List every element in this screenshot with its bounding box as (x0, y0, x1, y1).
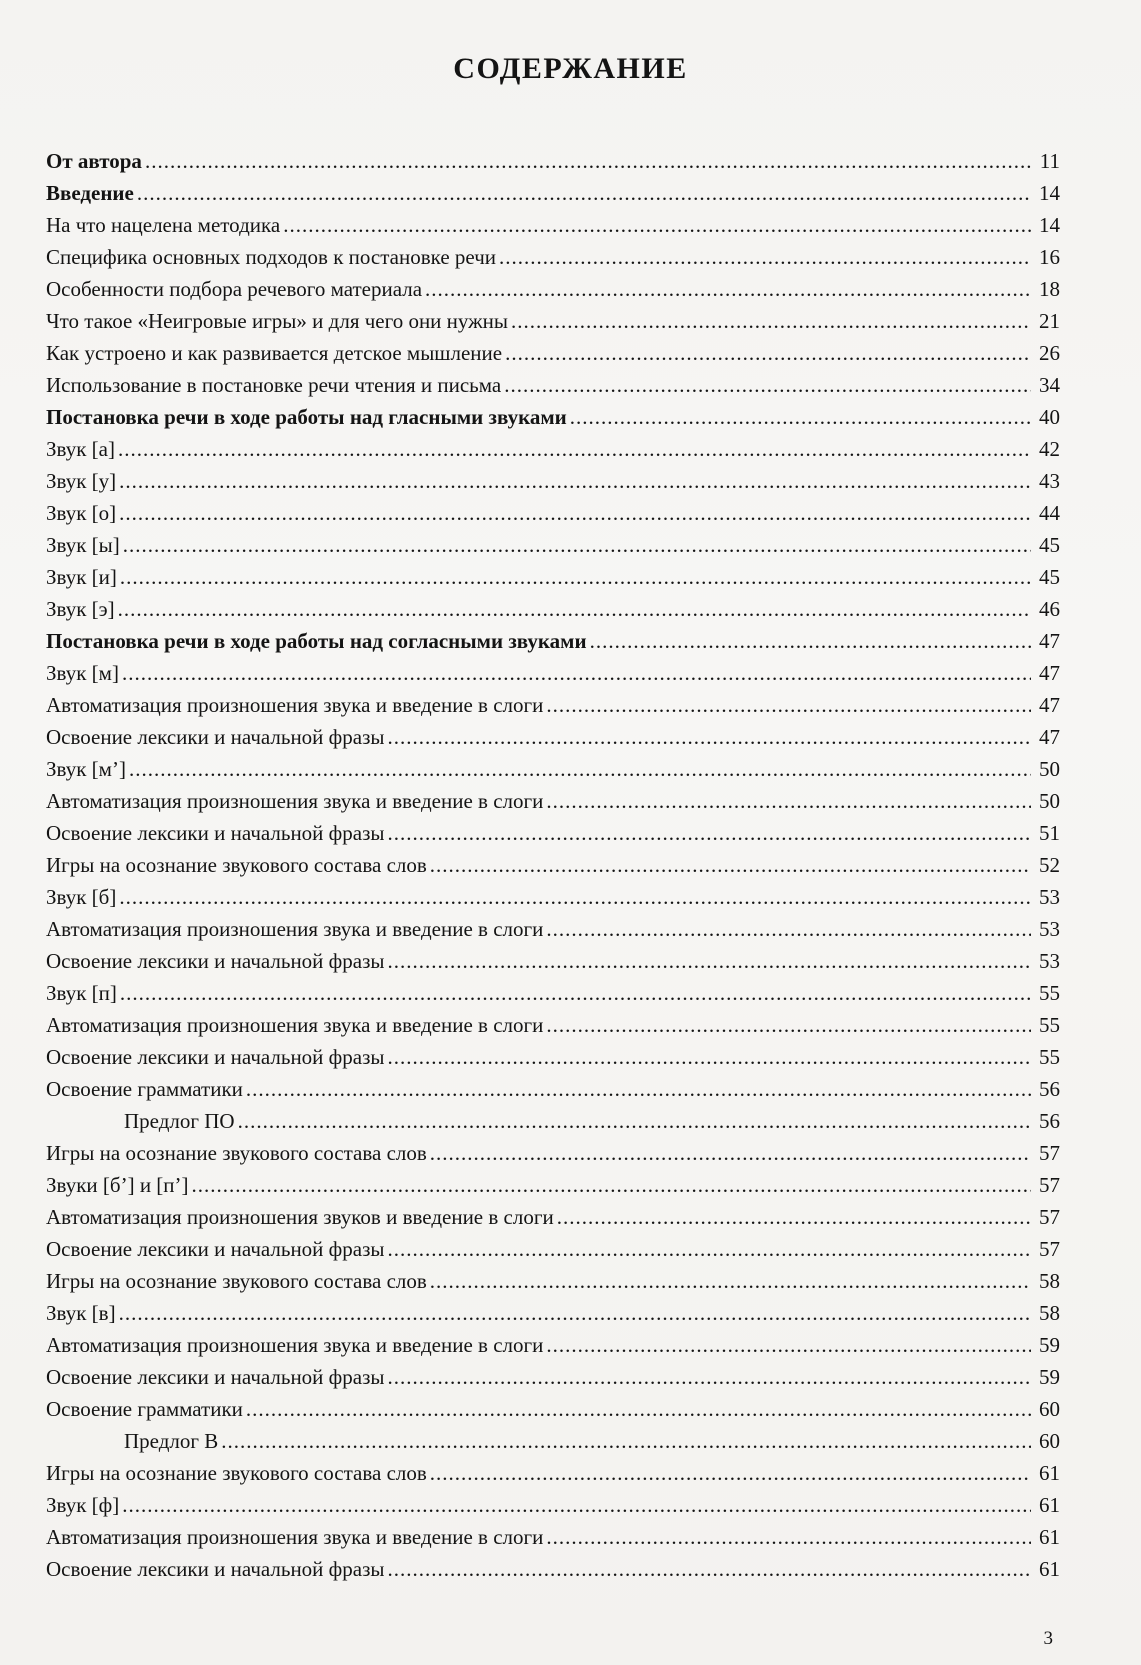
toc-entry-label: Звук [и] (46, 565, 117, 589)
toc-dot-leader (388, 945, 1031, 977)
toc-entry (46, 529, 1060, 561)
toc-entry-label: Звук [ф] (46, 1493, 120, 1517)
toc-entry-page: 50 (1039, 789, 1060, 813)
toc-entry-page: 53 (1039, 949, 1060, 973)
toc-entry-page: 16 (1039, 245, 1060, 269)
toc-dot-leader (122, 1489, 1031, 1521)
toc-dot-leader (119, 1297, 1031, 1329)
toc-entry-label: Что такое «Неигровые игры» и для чего они нужны (46, 309, 508, 333)
toc-entry-page: 61 (1039, 1461, 1060, 1485)
toc-entry-page: 58 (1039, 1269, 1060, 1293)
toc-entry (46, 145, 1060, 177)
toc-entry (46, 433, 1060, 465)
toc-entry-label: Автоматизация произношения звука и введение в слоги (46, 1525, 544, 1549)
toc-entry-label: Освоение лексики и начальной фразы (46, 821, 385, 845)
toc-entry-label: Освоение лексики и начальной фразы (46, 1365, 385, 1389)
toc-entry-page: 57 (1039, 1237, 1060, 1261)
toc-entry (46, 785, 1060, 817)
toc-entry-label: Звук [о] (46, 501, 117, 525)
toc-entry-page: 47 (1039, 661, 1060, 685)
toc-entry-page: 58 (1039, 1301, 1060, 1325)
toc-dot-leader (122, 657, 1031, 689)
toc-entry-page: 43 (1039, 469, 1060, 493)
toc-entry (46, 337, 1060, 369)
toc-dot-leader (546, 689, 1031, 721)
toc-entry-page: 47 (1039, 693, 1060, 717)
toc-entry-page: 45 (1039, 565, 1060, 589)
toc-entry-label: От автора (46, 149, 142, 173)
toc-dot-leader (118, 433, 1031, 465)
toc-entry-page: 57 (1039, 1141, 1060, 1165)
toc-dot-leader (557, 1201, 1031, 1233)
toc-entry-label: Звук [м’] (46, 757, 126, 781)
toc-entry (46, 1105, 1060, 1137)
toc-entry (46, 497, 1060, 529)
toc-entry-label: Предлог ПО (124, 1109, 235, 1133)
toc-entry (46, 849, 1060, 881)
toc-entry-page: 14 (1039, 181, 1060, 205)
toc-dot-leader (590, 625, 1031, 657)
toc-entry-page: 21 (1039, 309, 1060, 333)
toc-entry-label: Автоматизация произношения звука и введение в слоги (46, 1333, 544, 1357)
toc-entry (46, 209, 1060, 241)
toc-entry (46, 657, 1060, 689)
toc-entry-label: Освоение лексики и начальной фразы (46, 1557, 385, 1581)
page-number: 3 (1043, 1628, 1053, 1649)
toc-entry (46, 1233, 1060, 1265)
toc-entry-label: Автоматизация произношения звука и введение в слоги (46, 789, 544, 813)
toc-entry-page: 60 (1039, 1429, 1060, 1453)
toc-dot-leader (129, 753, 1031, 785)
toc-dot-leader (246, 1073, 1031, 1105)
page-title: СОДЕРЖАНИЕ (453, 52, 688, 85)
toc-entry (46, 1393, 1060, 1425)
toc-entry-label: Звук [м] (46, 661, 119, 685)
toc-entry (46, 881, 1060, 913)
toc-entry (46, 177, 1060, 209)
table-of-contents (46, 145, 1060, 1585)
toc-entry-page: 50 (1039, 757, 1060, 781)
toc-dot-leader (246, 1393, 1031, 1425)
toc-entry-label: На что нацелена методика (46, 213, 281, 237)
toc-entry-label: Игры на осознание звукового состава слов (46, 1269, 427, 1293)
toc-entry (46, 305, 1060, 337)
toc-dot-leader (388, 1553, 1031, 1585)
toc-dot-leader (283, 209, 1031, 241)
toc-dot-leader (145, 145, 1031, 177)
toc-entry-page: 11 (1039, 149, 1060, 173)
toc-dot-leader (430, 1265, 1031, 1297)
toc-entry-label: Освоение лексики и начальной фразы (46, 1045, 385, 1069)
toc-entry (46, 1297, 1060, 1329)
toc-entry-page: 40 (1039, 405, 1060, 429)
toc-dot-leader (430, 1457, 1031, 1489)
toc-entry-label: Звук [ы] (46, 533, 120, 557)
toc-entry-page: 61 (1039, 1525, 1060, 1549)
toc-entry (46, 1073, 1060, 1105)
toc-entry-label: Введение (46, 181, 134, 205)
toc-dot-leader (120, 977, 1031, 1009)
toc-dot-leader (546, 1009, 1031, 1041)
toc-dot-leader (425, 273, 1031, 305)
toc-entry-page: 56 (1039, 1109, 1060, 1133)
toc-entry-page: 60 (1039, 1397, 1060, 1421)
toc-entry-page: 47 (1039, 629, 1060, 653)
toc-entry (46, 1425, 1060, 1457)
toc-entry (46, 1009, 1060, 1041)
toc-entry-page: 55 (1039, 1013, 1060, 1037)
toc-dot-leader (388, 1041, 1031, 1073)
toc-dot-leader (546, 785, 1031, 817)
toc-entry-label: Освоение лексики и начальной фразы (46, 1237, 385, 1261)
toc-entry-label: Специфика основных подходов к постановке речи (46, 245, 496, 269)
toc-entry (46, 945, 1060, 977)
toc-entry (46, 369, 1060, 401)
toc-entry-page: 61 (1039, 1557, 1060, 1581)
toc-entry-page: 57 (1039, 1173, 1060, 1197)
toc-entry-page: 47 (1039, 725, 1060, 749)
toc-entry (46, 561, 1060, 593)
toc-dot-leader (499, 241, 1031, 273)
toc-entry-label: Постановка речи в ходе работы над согласными звуками (46, 629, 587, 653)
toc-entry-page: 59 (1039, 1365, 1060, 1389)
toc-entry-page: 53 (1039, 885, 1060, 909)
toc-entry (46, 689, 1060, 721)
toc-entry-page: 51 (1039, 821, 1060, 845)
toc-dot-leader (388, 721, 1031, 753)
toc-entry-label: Постановка речи в ходе работы над гласными звуками (46, 405, 567, 429)
toc-entry (46, 1265, 1060, 1297)
toc-entry-page: 52 (1039, 853, 1060, 877)
toc-dot-leader (388, 817, 1031, 849)
toc-entry (46, 593, 1060, 625)
toc-entry-page: 59 (1039, 1333, 1060, 1357)
toc-entry-label: Автоматизация произношения звука и введение в слоги (46, 693, 544, 717)
toc-dot-leader (505, 337, 1031, 369)
toc-entry (46, 1137, 1060, 1169)
toc-entry-page: 57 (1039, 1205, 1060, 1229)
toc-dot-leader (511, 305, 1031, 337)
toc-dot-leader (546, 1329, 1031, 1361)
toc-dot-leader (430, 849, 1031, 881)
toc-dot-leader (570, 401, 1031, 433)
toc-entry-label: Звук [в] (46, 1301, 116, 1325)
toc-entry-label: Автоматизация произношения звуков и введение в слоги (46, 1205, 554, 1229)
toc-dot-leader (119, 497, 1031, 529)
toc-entry (46, 241, 1060, 273)
toc-entry (46, 817, 1060, 849)
toc-entry-label: Освоение лексики и начальной фразы (46, 949, 385, 973)
toc-entry-page: 42 (1039, 437, 1060, 461)
toc-entry (46, 1553, 1060, 1585)
toc-entry (46, 1329, 1060, 1361)
toc-entry-label: Звуки [б’] и [п’] (46, 1173, 189, 1197)
toc-entry-page: 55 (1039, 1045, 1060, 1069)
toc-dot-leader (504, 369, 1031, 401)
toc-dot-leader (546, 1521, 1031, 1553)
toc-entry (46, 625, 1060, 657)
toc-entry (46, 465, 1060, 497)
toc-dot-leader (430, 1137, 1031, 1169)
toc-entry-page: 14 (1039, 213, 1060, 237)
toc-entry-label: Игры на осознание звукового состава слов (46, 853, 427, 877)
toc-entry-label: Игры на осознание звукового состава слов (46, 1461, 427, 1485)
toc-entry-label: Автоматизация произношения звука и введение в слоги (46, 917, 544, 941)
toc-dot-leader (120, 561, 1031, 593)
toc-entry-label: Звук [э] (46, 597, 115, 621)
toc-dot-leader (238, 1105, 1031, 1137)
toc-entry-label: Игры на осознание звукового состава слов (46, 1141, 427, 1165)
toc-entry-page: 56 (1039, 1077, 1060, 1101)
toc-entry-label: Предлог В (124, 1429, 219, 1453)
toc-entry-label: Звук [у] (46, 469, 117, 493)
toc-entry-page: 53 (1039, 917, 1060, 941)
toc-entry-label: Использование в постановке речи чтения и письма (46, 373, 502, 397)
toc-entry-page: 18 (1039, 277, 1060, 301)
toc-entry-page: 44 (1039, 501, 1060, 525)
toc-dot-leader (118, 593, 1031, 625)
toc-entry (46, 977, 1060, 1009)
toc-entry-label: Звук [а] (46, 437, 115, 461)
toc-entry (46, 913, 1060, 945)
toc-entry (46, 1201, 1060, 1233)
toc-entry-page: 46 (1039, 597, 1060, 621)
toc-dot-leader (192, 1169, 1031, 1201)
toc-entry (46, 1457, 1060, 1489)
toc-entry-label: Звук [п] (46, 981, 117, 1005)
toc-entry (46, 1041, 1060, 1073)
toc-entry (46, 753, 1060, 785)
toc-entry-page: 55 (1039, 981, 1060, 1005)
toc-entry-page: 61 (1039, 1493, 1060, 1517)
toc-dot-leader (119, 881, 1031, 913)
toc-dot-leader (119, 465, 1031, 497)
toc-entry-page: 45 (1039, 533, 1060, 557)
toc-entry (46, 273, 1060, 305)
toc-entry-label: Освоение грамматики (46, 1077, 243, 1101)
toc-entry-page: 26 (1039, 341, 1060, 365)
toc-dot-leader (137, 177, 1031, 209)
toc-dot-leader (123, 529, 1031, 561)
toc-entry (46, 1521, 1060, 1553)
toc-dot-leader (221, 1425, 1031, 1457)
toc-entry-label: Как устроено и как развивается детское мышление (46, 341, 503, 365)
toc-dot-leader (546, 913, 1031, 945)
toc-entry (46, 401, 1060, 433)
toc-dot-leader (388, 1361, 1031, 1393)
toc-entry (46, 1489, 1060, 1521)
toc-entry-label: Звук [б] (46, 885, 117, 909)
toc-entry (46, 1361, 1060, 1393)
toc-entry-label: Автоматизация произношения звука и введение в слоги (46, 1013, 544, 1037)
toc-dot-leader (388, 1233, 1031, 1265)
toc-entry-label: Освоение грамматики (46, 1397, 243, 1421)
toc-entry-label: Освоение лексики и начальной фразы (46, 725, 385, 749)
toc-entry-label: Особенности подбора речевого материала (46, 277, 423, 301)
toc-entry-page: 34 (1039, 373, 1060, 397)
toc-entry (46, 1169, 1060, 1201)
toc-entry (46, 721, 1060, 753)
